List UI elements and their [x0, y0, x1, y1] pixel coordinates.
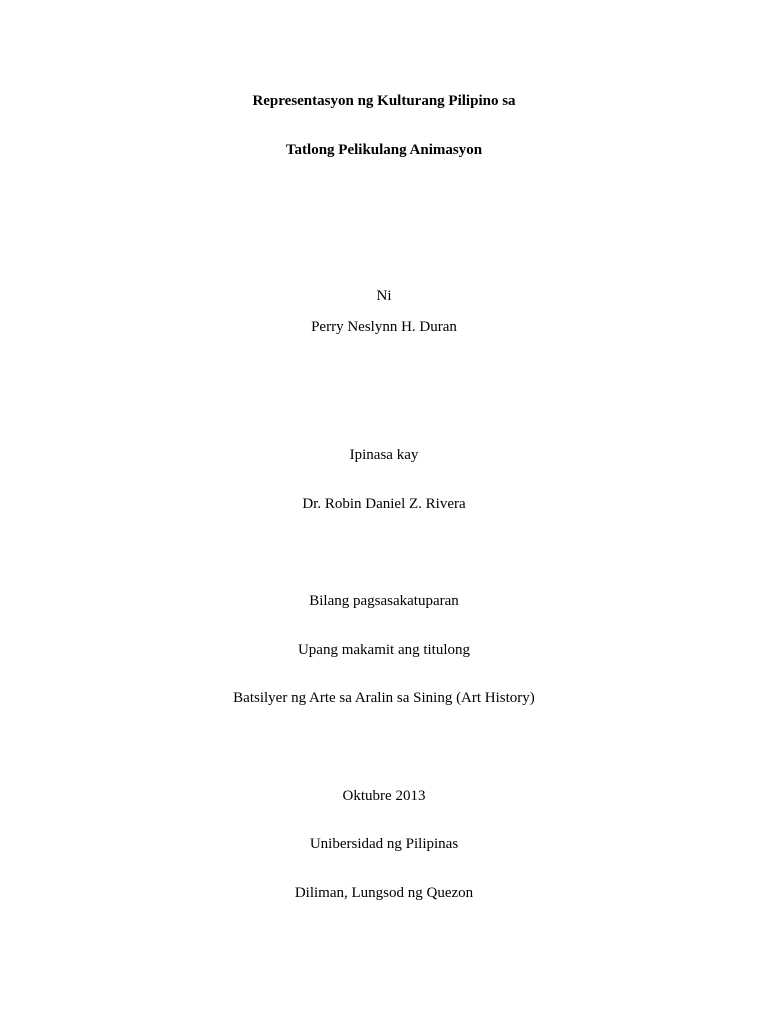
requirement-line-1: Bilang pagsasakatuparan: [309, 593, 459, 609]
title-line-2: Tatlong Pelikulang Animasyon: [285, 142, 483, 158]
degree-title: Batsilyer ng Arte sa Aralin sa Sining (Art History): [233, 690, 535, 706]
requirement-line-2: Upang makamit ang titulong: [297, 642, 471, 658]
adviser-name: Dr. Robin Daniel Z. Rivera: [302, 496, 466, 512]
location: Diliman, Lungsod ng Quezon: [294, 885, 474, 901]
date: Oktubre 2013: [342, 788, 426, 804]
author-by-label: Ni: [376, 288, 392, 304]
university-name: Unibersidad ng Pilipinas: [309, 836, 459, 852]
author-name: Perry Neslynn H. Duran: [311, 319, 457, 335]
submitted-to-label: Ipinasa kay: [349, 447, 419, 463]
title-line-1: Representasyon ng Kulturang Pilipino sa: [252, 93, 516, 109]
